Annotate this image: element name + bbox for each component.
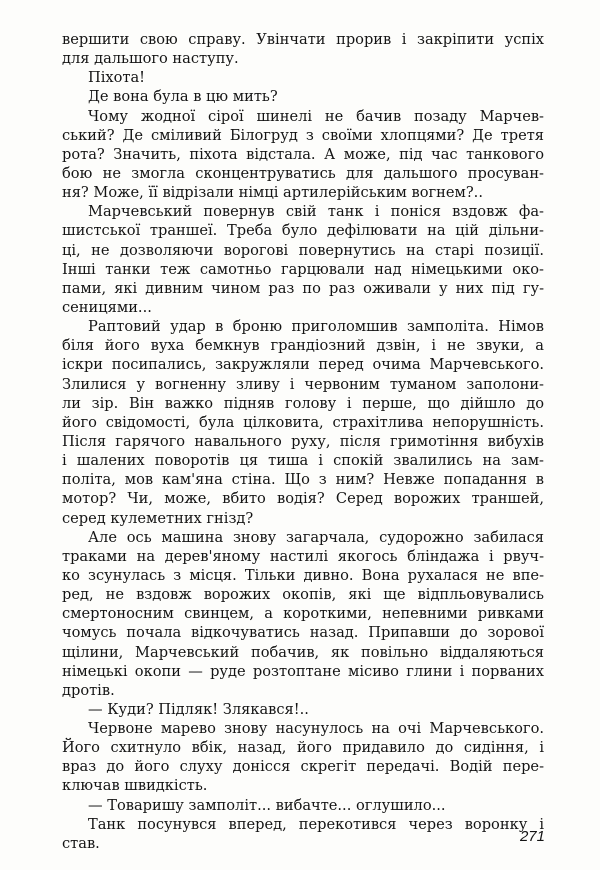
body-text <box>62 30 544 853</box>
text-line: щілини, Марчевський побачив, як повільно віддаляються <box>62 643 544 661</box>
text-line: Де вона була в цю мить? <box>88 88 278 106</box>
text-line: Танк посунувся вперед, перекотився через воронку і <box>88 815 544 833</box>
text-line: політа, мов кам'яна стіна. Що з ним? Невже попадання в <box>62 471 544 489</box>
text-line: враз до його слуху донісся скрегіт передачі. Водій пере- <box>62 758 544 776</box>
text-line: Чому жодної сірої шинелі не бачив позаду Марчев- <box>88 107 544 125</box>
text-line: вершити свою справу. Увінчати прорив і закріпити успіх <box>62 31 544 48</box>
text-line: біля його вуха бемкнув грандіозний дзвін, і не звуки, а <box>62 337 544 355</box>
text-line: став. <box>62 834 100 852</box>
text-line: дротів. <box>62 681 115 699</box>
text-line: Після гарячого навального руху, після гримотіння вибухів <box>62 432 544 450</box>
text-line: бою не змогла сконцентруватись для дальшого просуван- <box>62 164 544 182</box>
text-line: Його схитнуло вбік, назад, його придавило до сидіння, і <box>62 739 544 757</box>
text-line: чомусь почала відкочуватись назад. Припавши до зорової <box>62 624 544 642</box>
text-line: сеницями... <box>62 298 152 316</box>
text-line: Піхота! <box>88 69 146 87</box>
text-line: Червоне марево знову насунулось на очі Марчевського. <box>88 720 544 738</box>
text-line: ко зсунулась з місця. Тільки дивно. Вона рухалася не впе- <box>62 566 544 584</box>
page-number: 271 <box>519 828 545 845</box>
text-line: його свідомості, була цілковита, страхітлива непорушність. <box>62 413 544 431</box>
text-line: — Товаришу замполіт... вибачте... оглушило... <box>88 796 446 814</box>
text-line: ред, не вздовж ворожих окопів, які ще відпльовувались <box>62 586 544 604</box>
text-line: пами, які дивним чином раз по раз оживали у них під гу- <box>62 279 544 297</box>
text-line: Марчевський повернув свій танк і поніся вздовж фа- <box>88 203 544 221</box>
text-line: серед кулеметних гнізд? <box>62 509 254 527</box>
text-line: Раптовий удар в броню приголомшив замполіта. Німов <box>88 318 544 336</box>
text-line: смертоносним свинцем, а короткими, непевними ривками <box>62 605 544 623</box>
text-line: німецькі окопи — руде розтоптане місиво глини і порваних <box>62 662 544 680</box>
text-line: — Куди? Підляк! Злякався!.. <box>88 700 309 718</box>
text-line: Злилися у вогненну зливу і червоним туманом заполони- <box>62 375 544 393</box>
text-line: для дальшого наступу. <box>62 50 239 68</box>
text-line: мотор? Чи, може, вбито водія? Серед ворожих траншей, <box>62 490 544 508</box>
text-line: ці, не дозволяючи ворогові повернутись на старі позиції. <box>62 241 544 259</box>
text-line: рота? Значить, піхота відстала. А може, під час танкового <box>62 145 544 163</box>
text-line: Інші танки теж самотньо гарцювали над німецькими око- <box>62 260 544 278</box>
text-line: ський? Де сміливий Білогруд з своїми хлопцями? Де третя <box>62 126 544 144</box>
text-line: ключав швидкість. <box>62 777 208 795</box>
text-line: шистської траншеї. Треба було дефілювати на цій дільни- <box>62 222 544 240</box>
text-line: Але ось машина знову загарчала, судорожно забилася <box>88 528 544 546</box>
text-line: і шалених поворотів ця тиша і спокій звалились на зам- <box>62 452 544 470</box>
text-line: траками на дерев'яному настилі якогось бліндажа і рвуч- <box>62 547 544 565</box>
text-line: іскри посипались, закружляли перед очима Марчевського. <box>62 356 544 374</box>
text-line: ли зір. Він важко підняв голову і перше, що дійшло до <box>62 394 544 412</box>
text-line: ня? Може, її відрізали німці артилерійським вогнем?.. <box>62 184 483 202</box>
